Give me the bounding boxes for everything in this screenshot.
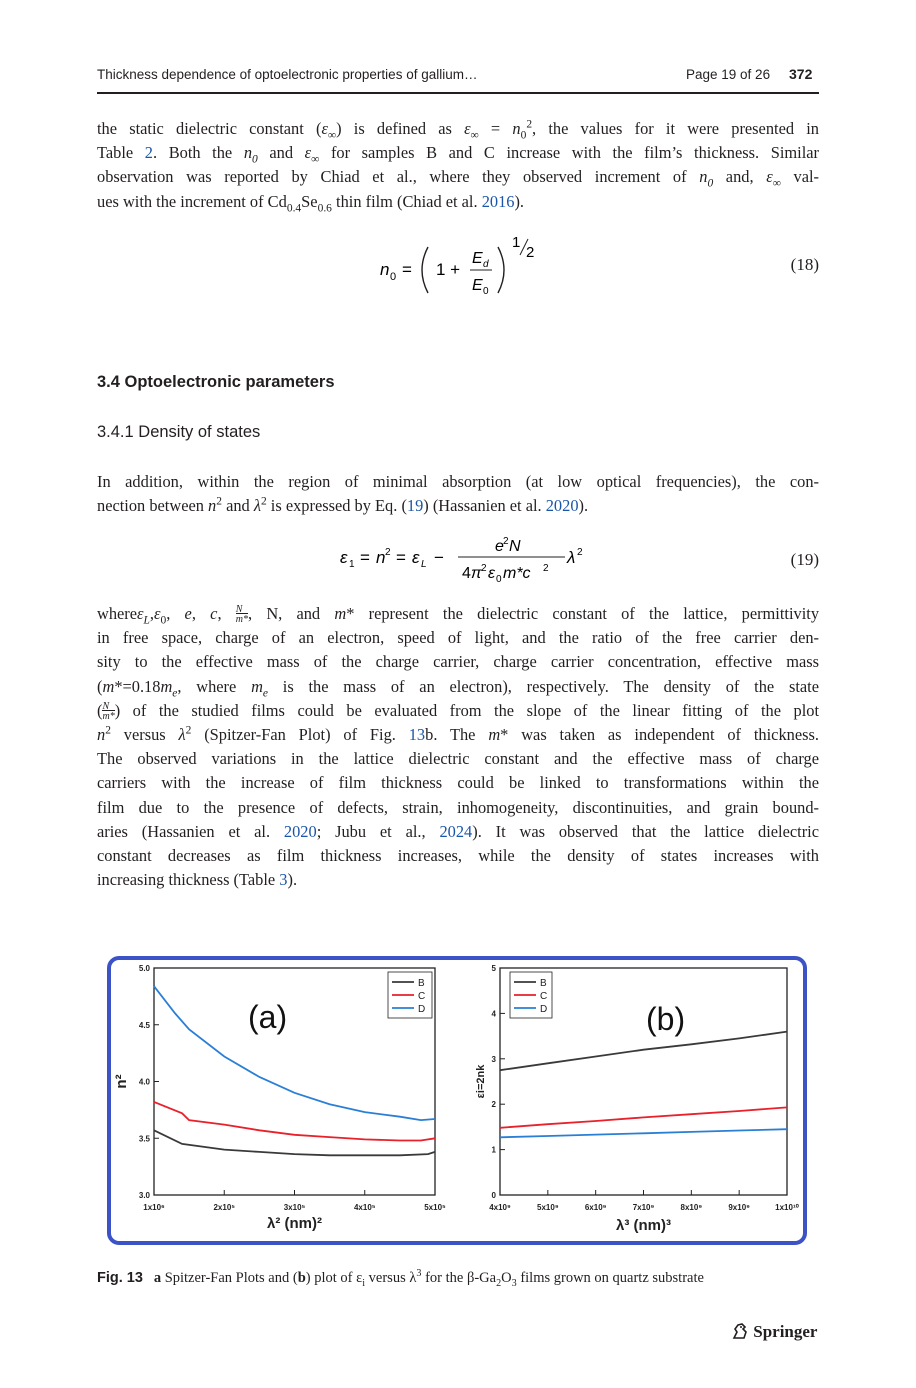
svg-text:−: −	[434, 548, 444, 567]
legend-label-b: B	[418, 978, 425, 989]
equation-18-number: (18)	[790, 255, 819, 274]
paragraph-2: In addition, within the region of minimal absorption (at low optical frequencies), the con- nection between $n^2$ and $\lambda^2$ is expressed by Eq. (19) (Hassanien et al. 2020).	[97, 472, 819, 516]
svg-text:2: 2	[577, 547, 583, 558]
svg-text:d: d	[483, 259, 489, 270]
x-tick-label: 4x10⁹	[489, 1203, 511, 1212]
citation-link[interactable]: 2020	[283, 821, 317, 841]
legend-label-d: D	[418, 1004, 426, 1015]
y-tick-label: 0	[491, 1191, 496, 1200]
y-tick-label: 4	[491, 1009, 496, 1019]
panel-label: (b)	[646, 1001, 686, 1037]
paragraph-1: the static dielectric constant $(\varepsilon_\infty)$ is defined as $\varepsilon_\infty = n_0^2$, the values for it were presented in Table 2. Both the $n_0$ and $\varepsilon_\infty$ for samples B and C increase with the film’s thickness. Similar observation was reported by Chiad et al., where they observed increment of $n_0$ and, $\varepsilon_\infty$ val- ues with the increment of $Cd_{0.4}Se_{0.6}$ thin film (Chiad et al. 2016).	[97, 118, 819, 214]
svg-text:L: L	[421, 559, 427, 570]
series-line-d	[500, 1129, 787, 1137]
svg-text:ε: ε	[488, 565, 496, 582]
figure-link[interactable]: 13	[408, 725, 426, 745]
citation-link[interactable]: 2024	[439, 821, 473, 841]
y-tick-label: 3	[491, 1054, 496, 1064]
springer-logo	[731, 1322, 817, 1342]
article-number: 372	[789, 66, 813, 82]
y-tick-label: 4.5	[138, 1020, 150, 1030]
citation-link[interactable]: 2020	[545, 496, 579, 516]
running-title: Thickness dependence of optoelectronic properties of gallium…	[97, 67, 478, 82]
svg-text:=: =	[396, 548, 406, 567]
equation-19-number: (19)	[790, 550, 819, 569]
series-line-b	[500, 1032, 787, 1071]
svg-text:1: 1	[512, 235, 521, 251]
legend-label-d: D	[540, 1004, 548, 1015]
series-line-c	[500, 1107, 787, 1127]
y-tick-label: 5.0	[138, 964, 150, 973]
svg-text:=: =	[402, 260, 412, 279]
svg-text:ε: ε	[340, 548, 348, 567]
svg-text:0: 0	[390, 271, 397, 283]
y-tick-label: 5	[491, 964, 496, 973]
y-axis-label: εi=2nk	[475, 1064, 487, 1099]
page-info: Page 19 of 26	[686, 67, 771, 82]
equation-link[interactable]: 19	[406, 496, 424, 516]
svg-text:4π: 4π	[462, 565, 482, 582]
svg-text:E: E	[472, 250, 483, 267]
table-link[interactable]: 2	[144, 143, 153, 163]
y-tick-label: 3.5	[138, 1134, 150, 1144]
svg-text:2: 2	[481, 563, 487, 574]
x-tick-label: 1x10⁶	[143, 1203, 165, 1212]
svg-text:ε: ε	[412, 548, 420, 567]
svg-text:λ: λ	[567, 548, 576, 567]
springer-horse-icon	[731, 1322, 749, 1340]
svg-text:2: 2	[526, 244, 535, 261]
y-axis-label: n²	[113, 1074, 130, 1089]
x-tick-label: 6x10⁹	[584, 1203, 607, 1212]
legend-label-c: C	[540, 991, 548, 1002]
y-tick-label: 1	[491, 1145, 496, 1155]
x-tick-label: 1x10¹⁰	[775, 1203, 799, 1212]
x-axis-label: λ³ (nm)³	[616, 1217, 671, 1234]
svg-text:2: 2	[543, 563, 549, 574]
panel-label: (a)	[248, 999, 288, 1035]
series-line-c	[154, 1102, 435, 1141]
svg-text:N: N	[509, 538, 521, 555]
svg-text:0: 0	[496, 574, 502, 585]
subsection-heading: 3.4.1 Density of states	[97, 423, 261, 441]
y-tick-label: 3.0	[138, 1191, 150, 1200]
svg-text:n: n	[376, 548, 386, 567]
table-link[interactable]: 3	[279, 870, 288, 890]
svg-text:1: 1	[349, 559, 355, 570]
x-tick-label: 8x10⁹	[680, 1203, 703, 1212]
x-tick-label: 3x10⁵	[283, 1203, 306, 1212]
section-heading: 3.4 Optoelectronic parameters	[97, 373, 335, 391]
publisher-name: Springer	[753, 1322, 818, 1341]
svg-text:=: =	[360, 548, 370, 567]
citation-link[interactable]: 2016	[481, 191, 515, 211]
x-axis-label: λ² (nm)²	[267, 1215, 322, 1232]
figure-caption: Fig. 13 a Spitzer-Fan Plots and (b) plot of $\varepsilon_i$ versus $\lambda^3$ for the $\beta-Ga_2O_3$ films grown on quartz substrate	[97, 1268, 704, 1289]
svg-text:e: e	[495, 538, 504, 555]
x-tick-label: 5x10⁵	[424, 1203, 446, 1212]
svg-text:2: 2	[385, 547, 391, 558]
x-tick-label: 7x10⁹	[632, 1203, 655, 1212]
svg-text:n: n	[380, 260, 390, 279]
svg-text:2: 2	[503, 536, 509, 547]
legend-label-b: B	[540, 978, 547, 989]
caption-label: Fig. 13	[97, 1270, 143, 1286]
x-tick-label: 9x10⁹	[728, 1203, 750, 1212]
paragraph-3: $where\varepsilon_L,\varepsilon_0$, e, c, $\frac{N}{m*}$, N, and m* represent the dielectric constant of the lattice, permittivity in free space, charge of an electron, speed of light, and the ratio of the free carrier den- sity to the effective mass of the charge carrier, charge carrier concentration, effective mass ($m*=0.18m_e$, where $m_e$ is the mass of an electron), respectively. The density of the state $(\frac{N}{m*})$ of the studied films could be evaluated from the slope of the linear fitting of the plot $n^2$ versus $\lambda^2$ (Spitzer-Fan Plot) of Fig. 13b. The m* was taken as independent of thickness. The observed variations in the lattice dielectric constant and the effective mass of charge carriers with the increase of film thickness could be linked to transformations within the film due to the presence of defects, strain, inhomogeneity, discontinuities, and grain bound- aries (Hassanien et al. 2020; Jubu et al., 2024). It was observed that the lattice dielectric constant decreases as film thickness increases, while the density of states increases with increasing thickness (Table 3).	[97, 604, 820, 890]
x-tick-label: 2x10⁵	[213, 1203, 236, 1212]
x-tick-label: 5x10⁹	[537, 1203, 559, 1212]
svg-text:m*c: m*c	[503, 565, 531, 582]
y-tick-label: 4.0	[138, 1077, 150, 1087]
svg-text:E: E	[472, 277, 483, 294]
svg-text:0: 0	[483, 286, 489, 297]
y-tick-label: 2	[491, 1100, 496, 1110]
legend-label-c: C	[418, 991, 426, 1002]
svg-text:1 +: 1 +	[436, 260, 461, 279]
x-tick-label: 4x10⁵	[353, 1203, 376, 1212]
